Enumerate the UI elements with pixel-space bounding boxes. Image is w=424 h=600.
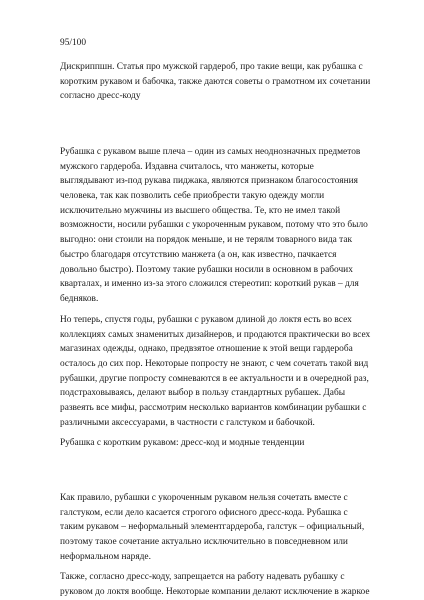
text-line: мужского гардероба. Издавна считалось, что манжеты, которые — [60, 161, 314, 172]
text-line: быстро благодаря отсутствию манжета (а он, как известно, пачкается — [60, 249, 337, 260]
text-line: руковом до локтя вообще. Некоторые компании делают исключение в жаркое — [60, 586, 370, 597]
text-line: Но теперь, спустя годы, рубашки с рукавом длиной до локтя есть во всех — [60, 315, 352, 325]
text-line: кварталах, и именно из-за этого сложился стереотип: короткий рукав – для — [60, 279, 359, 290]
text-line: развеять все мифы, рассмотрим несколько вариантов комбинации рубашки с — [60, 403, 367, 414]
text-line: магазинах одежды, однако, предвзятое отношение к этой вещи гардероба — [60, 344, 353, 355]
body-paragraph-3 — [60, 491, 390, 564]
text-line: Рубашка с рукавом выше плеча – один из самых неоднозначных предметов — [60, 147, 361, 157]
text-line: бедняков. — [60, 293, 99, 304]
text-line: выгодно: они стоили на порядок меньше, и не терялм товарного вида так — [60, 235, 353, 246]
text-line: исключительно мужчины из высшего общества. Те, кто не имел такой — [60, 205, 341, 216]
text-line: осталось до сих пор. Некоторые попросту не знают, с чем сочетать такой вид — [60, 359, 369, 370]
body-paragraph-2 — [60, 313, 390, 431]
text-line: различными аксессуарами, в частности с галстуком и бабочкой. — [60, 417, 315, 428]
text-line: выглядывают из-под рукава пиджака, являются признаком благосостояния — [60, 176, 358, 187]
body-paragraph-1 — [60, 145, 390, 307]
text-line: Также, согласно дресс-коду, запрещается на работу надевать рубашку с — [60, 572, 345, 582]
text-line: подстраховываясь, делают выбор в пользу стандартных рубашек. Дабы — [60, 388, 346, 399]
text-line: рубашки, другие попросту сомневаются в ее актуальности и в очередной раз, — [60, 373, 369, 384]
description-paragraph — [60, 60, 390, 104]
text-line: таким рукавом – неформальный элементгардероба, галстук – официальный, — [60, 522, 365, 533]
text-line: возможности, носили рубашки с укороченным рукавом, потому что это было — [60, 220, 368, 231]
section-subheading: Рубашка с коротким рукавом: дресс-код и модные тенденции — [60, 438, 305, 448]
page-number: 95/100 — [60, 38, 87, 48]
text-line: неформальном наряде. — [60, 551, 151, 562]
text-line: поэтому такое сочетание актуально исключительно в повседневном или — [60, 537, 348, 548]
text-line: согласно дресс-коду — [60, 91, 141, 102]
text-line: галстуком, если дело касается строгого офисного дресс-кода. Рубашка с — [60, 507, 348, 518]
text-line: коротким рукавом и бабочка, также даются советы о грамотном их сочетании — [60, 76, 371, 87]
body-paragraph-4 — [60, 570, 390, 599]
text-line: довольно быстро). Поэтому такие рубашки носили в основном в рабочих — [60, 264, 353, 275]
text-line: человека, так как позволить себе приобрести такую одежду могли — [60, 191, 325, 202]
text-line: Дискриппшн. Статья про мужской гардероб, про такие вещи, как рубашка с — [60, 62, 363, 72]
text-line: коллекциях самых знаменитых дизайнеров, и продаются практически во всех — [60, 329, 371, 340]
text-line: Как правило, рубашки с укороченным рукавом нельзя сочетать вместе с — [60, 493, 348, 503]
